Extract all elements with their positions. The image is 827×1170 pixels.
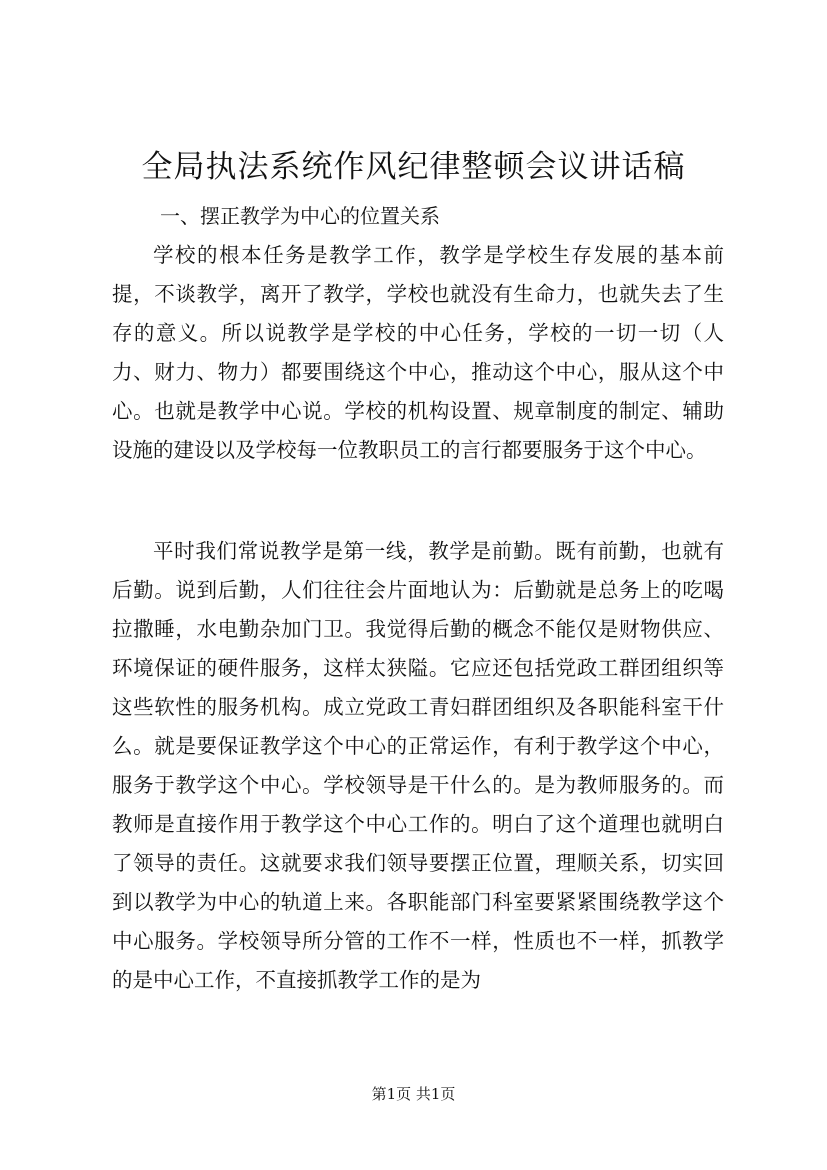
body-paragraph-2: 平时我们常说教学是第一线，教学是前勤。既有前勤，也就有后勤。说到后勤，人们往往会片面地认为：后勤就是总务上的吃喝拉撒睡，水电勤杂加门卫。我觉得后勤的概念不能仅是财物供应、环境保证的硬件服务，这样太狭隘。它应还包括党政工群团组织等这些软性的服务机构。成立党政工青妇群团组织及各职能科室干什么。就是要保证教学这个中心的正常运作，有利于教学这个中心，服务于教学这个中心。学校领导是干什么的。是为教师服务的。而教师是直接作用于教学这个中心工作的。明白了这个道理也就明白了领导的责任。这就要求我们领导要摆正位置，理顺关系，切实回到以教学为中心的轨道上来。各职能部门科室要紧紧围绕教学这个中心服务。学校领导所分管的工作不一样，性质也不一样，抓教学的是中心工作，不直接抓教学工作的是为 xyxy=(112,539,724,992)
body-paragraph-1: 学校的根本任务是教学工作，教学是学校生存发展的基本前提，不谈教学，离开了教学，学校也就没有生命力，也就失去了生存的意义。所以说教学是学校的中心任务，学校的一切一切（人力、财力、物力）都要围绕这个中心，推动这个中心，服从这个中心。也就是教学中心说。学校的机构设置、规章制度的制定、辅助设施的建设以及学校每一位教职员工的言行都要服务于这个中心。 xyxy=(112,243,724,462)
document-title: 全局执法系统作风纪律整顿会议讲话稿 xyxy=(141,149,686,185)
section-heading: 一、摆正教学为中心的位置关系 xyxy=(160,204,440,228)
page-number-footer: 第1页 共1页 xyxy=(371,1085,456,1103)
